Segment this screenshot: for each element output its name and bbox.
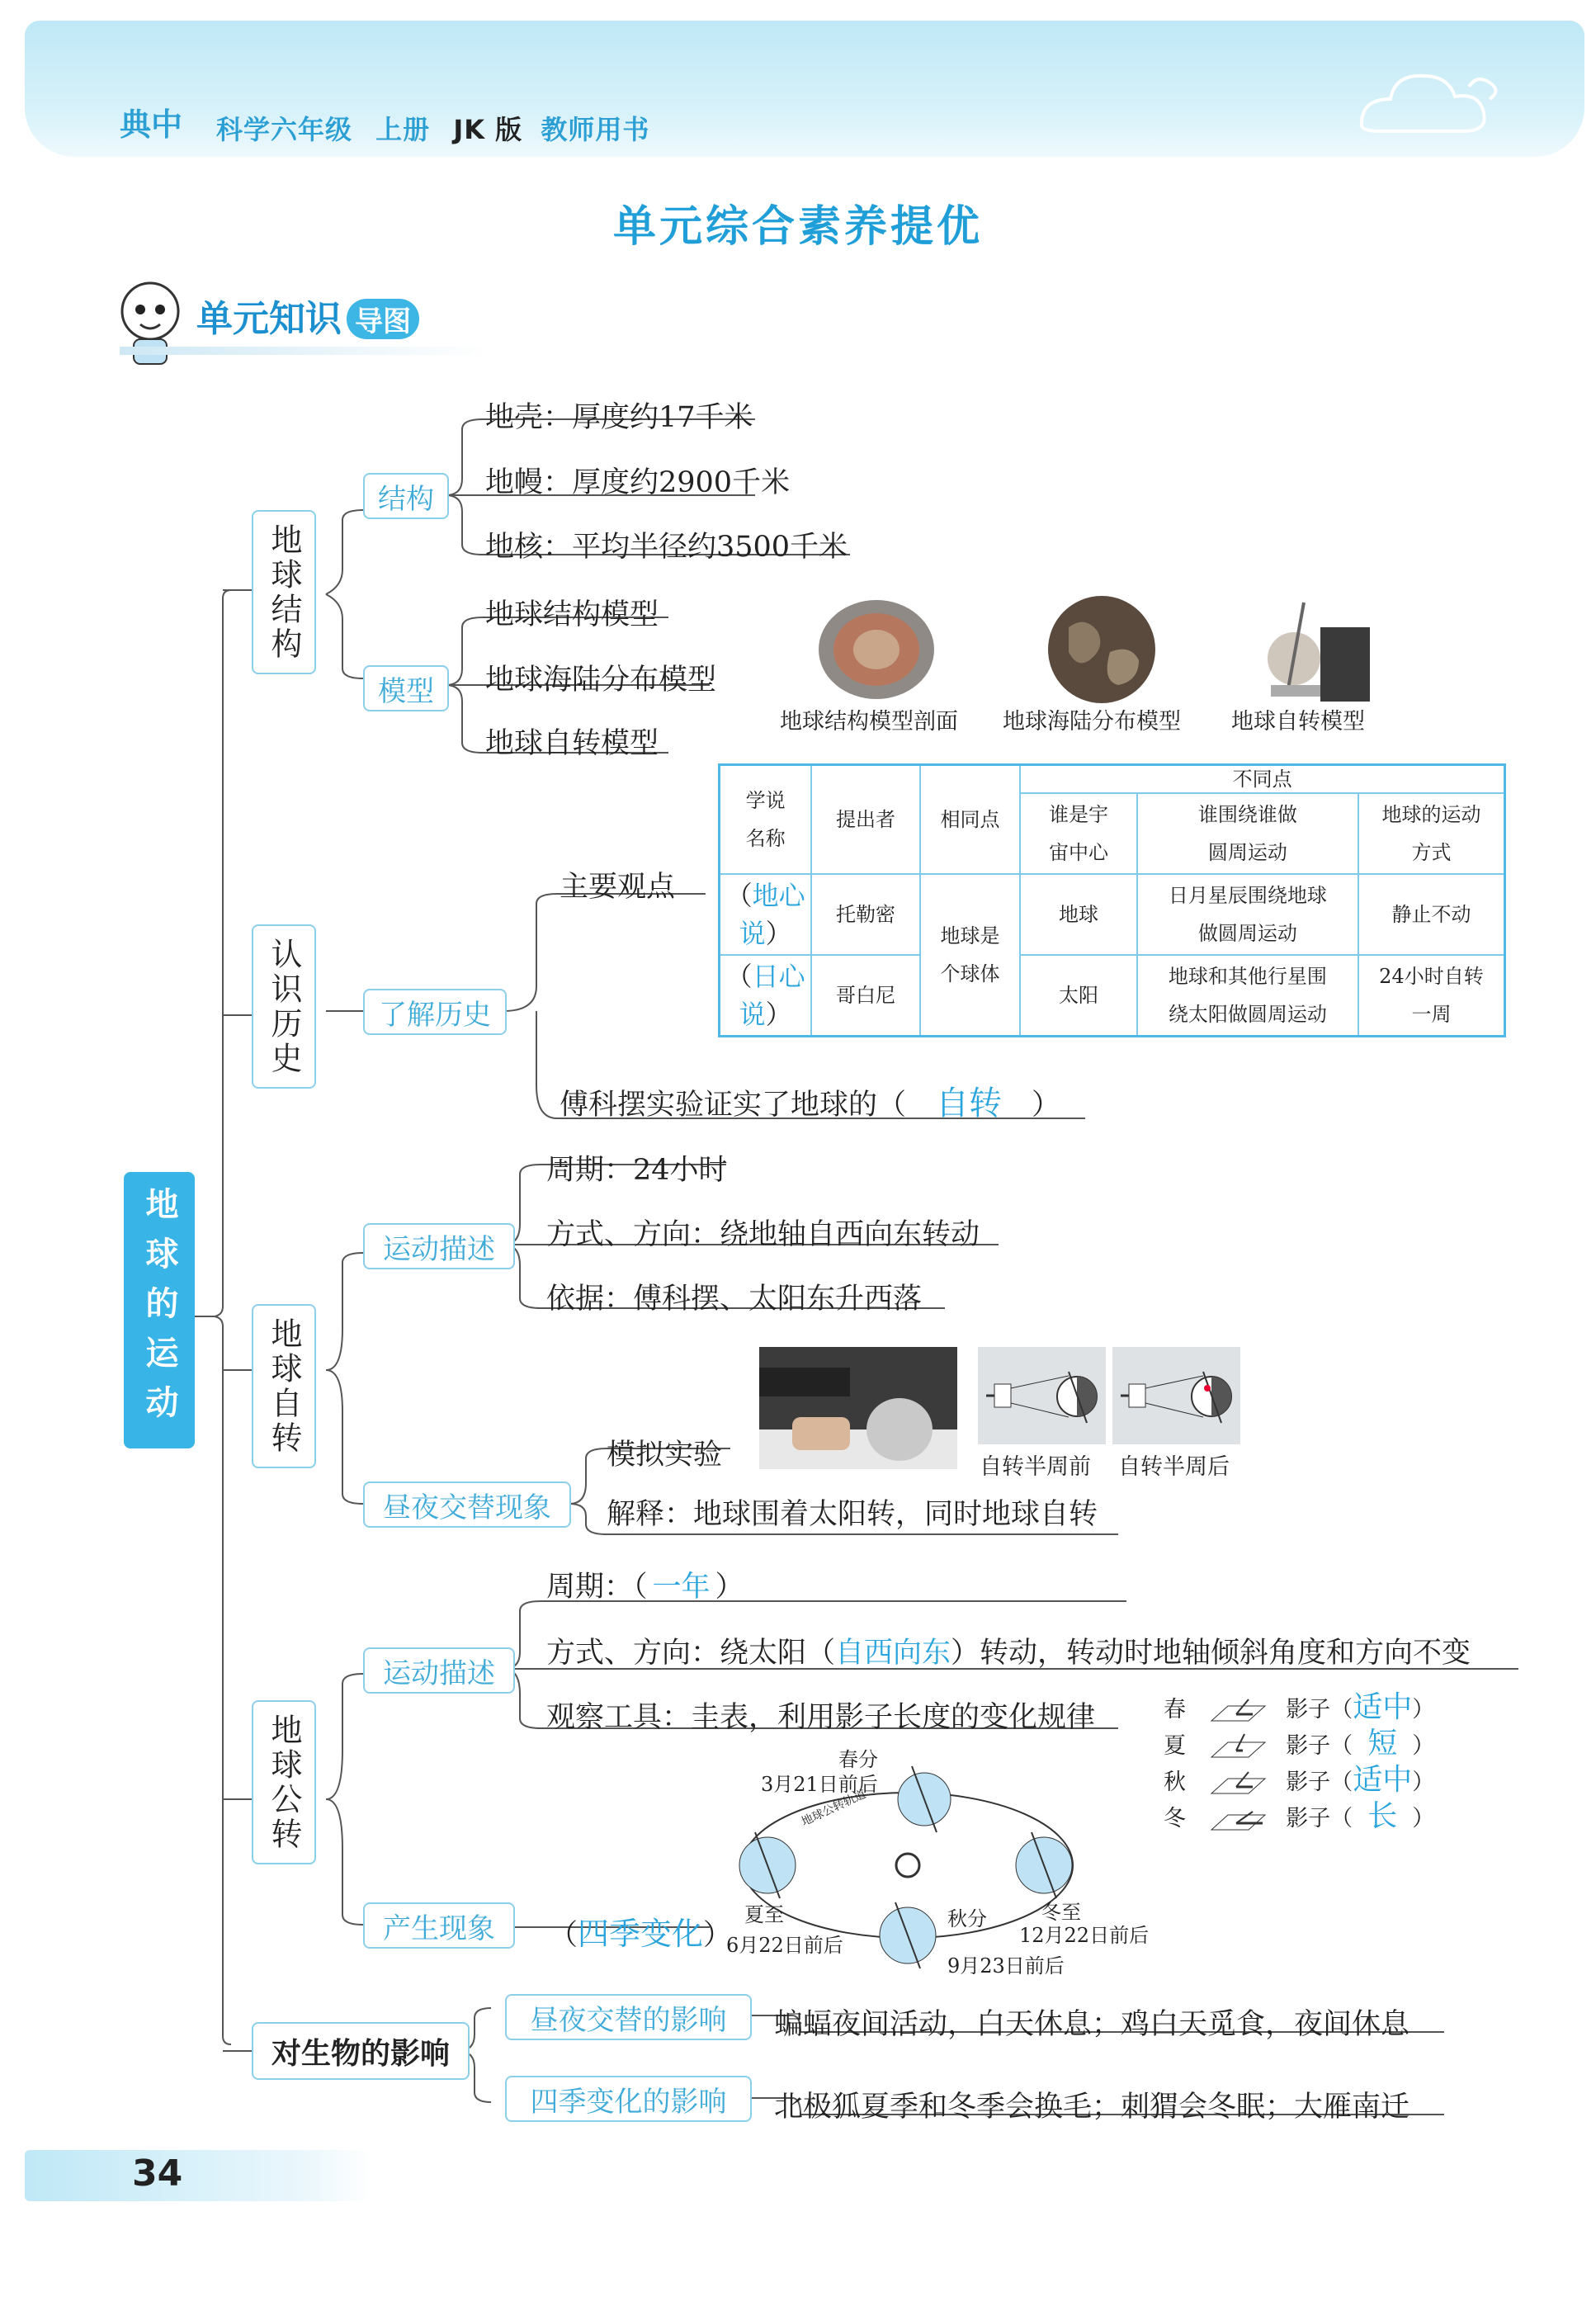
root-node-earth-motion: 地球的运动	[124, 1172, 195, 1448]
orbit-winter-label: 冬至	[1041, 1901, 1081, 1924]
node-rotation-motion: 运动描述	[363, 1223, 515, 1269]
node-structure: 结构	[363, 473, 449, 519]
caption-after-half-rotation: 自转半周后	[1118, 1454, 1230, 1480]
section-heading: 单元知识 导图	[196, 289, 419, 342]
list-item: 春 影子（适中）	[1164, 1690, 1435, 1724]
node-day-night-impact: 昼夜交替的影响	[505, 1994, 752, 2040]
node-know-history: 认识历史	[252, 924, 316, 1089]
structure-crust: 地壳：厚度约17千米	[485, 401, 753, 434]
orbit-autumn-date: 9月23日前后	[947, 1954, 1065, 1978]
rotation-explanation: 解释：地球围着太阳转，同时地球自转	[607, 1498, 1098, 1531]
caption-cross-section: 地球结构模型剖面	[780, 709, 958, 735]
node-revolution-motion: 运动描述	[363, 1647, 515, 1694]
structure-mantle: 地幔：厚度约2900千米	[485, 466, 791, 499]
revolution-phenomenon: （四季变化）	[549, 1916, 733, 1952]
list-item: 冬 影子（ 长 ）	[1164, 1799, 1435, 1833]
earth-cross-section-image	[817, 598, 937, 702]
orbit-winter-date: 12月22日前后	[1019, 1924, 1150, 1947]
history-theories-table: 学说 名称 提出者 相同点 不同点 谁是宇 宙中心 谁围绕谁做 圆周运动 地球的运动 方式 （地心说） 托勒密 地球是 个球体 地球 日月星辰围绕地球 做圆周运动 静止不动 （日心说） 哥白尼 太阳 地球和其他行星围 绕太阳做圆周运动 24小时自转 一周	[718, 763, 1506, 1037]
orbit-caption: 地球公转轨道	[799, 1787, 868, 1829]
page-number-band	[25, 2150, 371, 2201]
node-learn-history: 了解历史	[363, 989, 507, 1035]
before-half-rotation-diagram	[978, 1347, 1106, 1444]
orbit-autumn-label: 秋分	[947, 1907, 987, 1930]
table-row: （日心说） 哥白尼 太阳 地球和其他行星围 绕太阳做圆周运动 24小时自转 一周	[720, 955, 1505, 1037]
model-structure: 地球结构模型	[485, 598, 659, 631]
rotation-period: 周期：24小时	[546, 1154, 728, 1187]
orbit-summer-label: 夏至	[744, 1903, 784, 1926]
foucault-statement: 傅科摆实验证实了地球的（ 自转 ）	[560, 1084, 1061, 1122]
rotation-experiment-photo	[759, 1347, 957, 1469]
orbit-spring-date: 3月21日前后	[761, 1773, 878, 1796]
model-rotation: 地球自转模型	[485, 727, 659, 760]
node-earth-rotation: 地球自转	[252, 1304, 316, 1468]
structure-core: 地核：平均半径约3500千米	[485, 531, 848, 564]
simulation-experiment: 模拟实验	[607, 1439, 723, 1472]
revolution-tool: 观察工具：圭表，利用影子长度的变化规律	[546, 1701, 1096, 1734]
model-land-sea: 地球海陆分布模型	[485, 664, 717, 697]
page-title: 单元综合素养提优	[612, 202, 983, 252]
after-half-rotation-diagram	[1112, 1347, 1240, 1444]
rotation-direction: 方式、方向：绕地轴自西向东转动	[546, 1218, 980, 1251]
caption-land-sea: 地球海陆分布模型	[1003, 709, 1181, 735]
caption-rotation-model: 地球自转模型	[1231, 709, 1365, 735]
table-row: （地心说） 托勒密 地球是 个球体 地球 日月星辰围绕地球 做圆周运动 静止不动	[720, 874, 1505, 955]
node-day-night-phenomenon: 昼夜交替现象	[363, 1481, 571, 1528]
list-item: 秋 影子（适中）	[1164, 1763, 1435, 1797]
node-earth-structure: 地球结构	[252, 510, 316, 674]
revolution-period: 周期：（ 一年 ）	[546, 1571, 744, 1604]
node-season-impact: 四季变化的影响	[505, 2076, 752, 2122]
earth-rotation-model-image	[1254, 594, 1370, 702]
list-item: 夏 影子（ 短 ）	[1164, 1727, 1435, 1760]
header-logo: 典中	[120, 106, 183, 143]
node-earth-revolution: 地球公转	[252, 1700, 316, 1864]
day-night-impact-text: 蝙蝠夜间活动，白天休息；鸡白天觅食，夜间休息	[774, 2008, 1410, 2041]
main-view-label: 主要观点	[560, 871, 676, 904]
revolution-direction: 方式、方向：绕太阳（自西向东）转动，转动时地轴倾斜角度和方向不变	[546, 1637, 1471, 1670]
orbit-spring-label: 春分	[838, 1748, 878, 1771]
orbit-summer-date: 6月22日前后	[726, 1934, 843, 1957]
header-subject: 科学六年级 上册 JK 版 教师用书	[216, 114, 650, 145]
page-number: 34	[132, 2152, 183, 2195]
node-biology-impact: 对生物的影响	[252, 2022, 470, 2080]
node-model: 模型	[363, 665, 449, 711]
caption-before-half-rotation: 自转半周前	[980, 1454, 1091, 1480]
gnomon-icon	[1203, 1805, 1269, 1835]
node-revolution-phenomenon: 产生现象	[363, 1902, 515, 1949]
rotation-evidence: 依据：傅科摆、太阳东升西落	[546, 1283, 923, 1316]
earth-land-sea-globe-image	[1044, 594, 1159, 706]
season-impact-text: 北极狐夏季和冬季会换毛；刺猬会冬眠；大雁南迁	[774, 2091, 1410, 2124]
